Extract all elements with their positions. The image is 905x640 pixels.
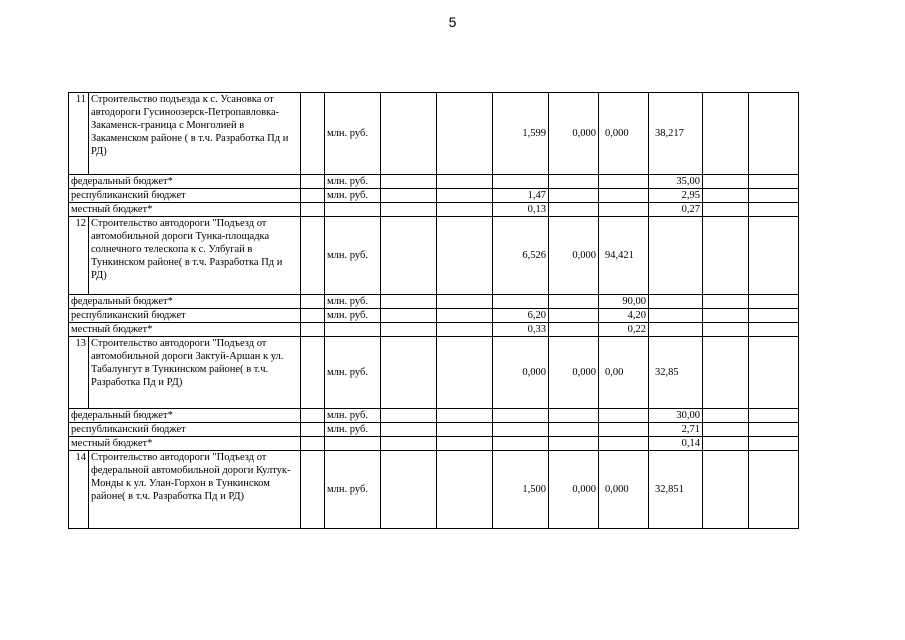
blank-cell bbox=[381, 423, 437, 437]
blank-cell bbox=[703, 437, 749, 451]
table-row-budget bbox=[69, 189, 799, 203]
value-cell: 6,20 bbox=[493, 309, 549, 323]
value-cell bbox=[599, 189, 649, 203]
blank-cell bbox=[381, 309, 437, 323]
blank-cell bbox=[703, 409, 749, 423]
budget-source: республиканский бюджет bbox=[69, 423, 301, 437]
blank-cell bbox=[437, 423, 493, 437]
blank-cell bbox=[381, 217, 437, 295]
blank-cell bbox=[437, 409, 493, 423]
blank-cell bbox=[703, 295, 749, 309]
value-cell bbox=[599, 437, 649, 451]
blank-cell bbox=[749, 423, 799, 437]
table-row-budget bbox=[69, 309, 799, 323]
blank-cell bbox=[437, 295, 493, 309]
value-cell bbox=[549, 295, 599, 309]
value-cell: 2,95 bbox=[649, 189, 703, 203]
blank-cell bbox=[437, 175, 493, 189]
blank-cell bbox=[301, 175, 325, 189]
blank-cell bbox=[437, 309, 493, 323]
blank-cell bbox=[749, 175, 799, 189]
value-cell: 0,13 bbox=[493, 203, 549, 217]
blank-cell bbox=[301, 295, 325, 309]
value-cell: 35,00 bbox=[649, 175, 703, 189]
blank-cell bbox=[749, 409, 799, 423]
value-cell: 0,27 bbox=[649, 203, 703, 217]
value-cell: 1,47 bbox=[493, 189, 549, 203]
value-cell bbox=[599, 175, 649, 189]
blank-cell bbox=[381, 93, 437, 175]
blank-cell bbox=[381, 409, 437, 423]
unit-cell: млн. руб. bbox=[325, 409, 381, 423]
value-cell: 4,20 bbox=[599, 309, 649, 323]
budget-table bbox=[68, 92, 799, 529]
table-row-budget bbox=[69, 203, 799, 217]
blank-cell bbox=[301, 323, 325, 337]
unit-cell bbox=[325, 203, 381, 217]
blank-cell bbox=[703, 189, 749, 203]
value-cell: 32,85 bbox=[649, 337, 703, 409]
row-index: 14 bbox=[69, 451, 89, 529]
blank-cell bbox=[749, 189, 799, 203]
blank-cell bbox=[437, 437, 493, 451]
value-cell bbox=[549, 203, 599, 217]
budget-source: федеральный бюджет* bbox=[69, 409, 301, 423]
value-cell: 2,71 bbox=[649, 423, 703, 437]
blank-cell bbox=[381, 437, 437, 451]
row-index: 11 bbox=[69, 93, 89, 175]
value-cell: 30,00 bbox=[649, 409, 703, 423]
unit-cell: млн. руб. bbox=[325, 337, 381, 409]
value-cell: 0,000 bbox=[493, 337, 549, 409]
blank-cell bbox=[703, 323, 749, 337]
blank-cell bbox=[749, 309, 799, 323]
value-cell: 0,000 bbox=[599, 451, 649, 529]
value-cell: 0,000 bbox=[549, 93, 599, 175]
blank-cell bbox=[381, 295, 437, 309]
value-cell bbox=[599, 423, 649, 437]
unit-cell: млн. руб. bbox=[325, 189, 381, 203]
blank-cell bbox=[437, 203, 493, 217]
value-cell: 38,217 bbox=[649, 93, 703, 175]
value-cell bbox=[549, 175, 599, 189]
table-row-item bbox=[69, 217, 799, 295]
budget-source: федеральный бюджет* bbox=[69, 175, 301, 189]
budget-source: местный бюджет* bbox=[69, 437, 301, 451]
budget-source: республиканский бюджет bbox=[69, 309, 301, 323]
blank-cell bbox=[437, 189, 493, 203]
row-description: Строительство автодороги "Подъезд от федеральной автомобильной дороги Култук-Монды к ул. Улан-Горхон в Тункинском районе( в т.ч. Разработка Пд и РД) bbox=[89, 451, 301, 529]
blank-cell bbox=[703, 451, 749, 529]
value-cell bbox=[493, 409, 549, 423]
value-cell bbox=[649, 323, 703, 337]
blank-cell bbox=[749, 93, 799, 175]
blank-cell bbox=[301, 409, 325, 423]
blank-cell bbox=[381, 203, 437, 217]
blank-cell bbox=[703, 203, 749, 217]
budget-source: местный бюджет* bbox=[69, 323, 301, 337]
blank-cell bbox=[749, 451, 799, 529]
blank-cell bbox=[301, 451, 325, 529]
blank-cell bbox=[301, 423, 325, 437]
budget-source: местный бюджет* bbox=[69, 203, 301, 217]
blank-cell bbox=[301, 309, 325, 323]
blank-cell bbox=[703, 217, 749, 295]
value-cell bbox=[649, 309, 703, 323]
blank-cell bbox=[749, 203, 799, 217]
value-cell bbox=[649, 295, 703, 309]
table-row-item bbox=[69, 93, 799, 175]
value-cell: 0,22 bbox=[599, 323, 649, 337]
value-cell bbox=[649, 217, 703, 295]
blank-cell bbox=[301, 337, 325, 409]
table-row-budget bbox=[69, 423, 799, 437]
budget-source: федеральный бюджет* bbox=[69, 295, 301, 309]
unit-cell: млн. руб. bbox=[325, 451, 381, 529]
blank-cell bbox=[749, 295, 799, 309]
value-cell: 32,851 bbox=[649, 451, 703, 529]
unit-cell: млн. руб. bbox=[325, 175, 381, 189]
blank-cell bbox=[437, 217, 493, 295]
value-cell bbox=[549, 323, 599, 337]
value-cell bbox=[493, 175, 549, 189]
unit-cell: млн. руб. bbox=[325, 217, 381, 295]
blank-cell bbox=[381, 323, 437, 337]
table-row-item bbox=[69, 337, 799, 409]
value-cell: 0,33 bbox=[493, 323, 549, 337]
value-cell: 1,500 bbox=[493, 451, 549, 529]
value-cell: 94,421 bbox=[599, 217, 649, 295]
value-cell bbox=[493, 423, 549, 437]
row-index: 12 bbox=[69, 217, 89, 295]
table-row-item bbox=[69, 451, 799, 529]
blank-cell bbox=[381, 189, 437, 203]
value-cell bbox=[549, 189, 599, 203]
blank-cell bbox=[749, 217, 799, 295]
unit-cell: млн. руб. bbox=[325, 93, 381, 175]
value-cell bbox=[549, 423, 599, 437]
table-row-budget bbox=[69, 295, 799, 309]
row-description: Строительство автодороги "Подъезд от автомобильной дороги Тунка-площадка солнечного телескопа к с. Улбугай в Тункинском районе( в т.ч. Разработка Пд и РД) bbox=[89, 217, 301, 295]
blank-cell bbox=[437, 451, 493, 529]
value-cell: 6,526 bbox=[493, 217, 549, 295]
blank-cell bbox=[437, 323, 493, 337]
value-cell: 0,000 bbox=[599, 93, 649, 175]
value-cell: 0,00 bbox=[599, 337, 649, 409]
row-description: Строительство автодороги "Подъезд от автомобильной дороги Зактуй-Аршан к ул. Табалунгут в Тункинском районе( в т.ч. Разработка Пд и РД) bbox=[89, 337, 301, 409]
value-cell bbox=[549, 437, 599, 451]
blank-cell bbox=[437, 337, 493, 409]
unit-cell bbox=[325, 437, 381, 451]
table-body bbox=[69, 93, 799, 529]
value-cell bbox=[549, 409, 599, 423]
page-number: 5 bbox=[448, 14, 457, 30]
blank-cell bbox=[301, 189, 325, 203]
blank-cell bbox=[381, 337, 437, 409]
unit-cell: млн. руб. bbox=[325, 309, 381, 323]
value-cell: 1,599 bbox=[493, 93, 549, 175]
value-cell bbox=[599, 203, 649, 217]
blank-cell bbox=[301, 217, 325, 295]
table-row-budget bbox=[69, 323, 799, 337]
blank-cell bbox=[703, 423, 749, 437]
blank-cell bbox=[381, 175, 437, 189]
blank-cell bbox=[301, 203, 325, 217]
value-cell: 0,000 bbox=[549, 337, 599, 409]
blank-cell bbox=[301, 93, 325, 175]
unit-cell: млн. руб. bbox=[325, 295, 381, 309]
row-description: Строительство подъезда к с. Усановка от автодороги Гусиноозерск-Петропавловка-Закаменск-граница с Монголией в Закаменском районе ( в т.ч. Разработка Пд и РД) bbox=[89, 93, 301, 175]
blank-cell bbox=[749, 323, 799, 337]
budget-source: республиканский бюджет bbox=[69, 189, 301, 203]
value-cell: 0,000 bbox=[549, 451, 599, 529]
value-cell bbox=[493, 295, 549, 309]
unit-cell bbox=[325, 323, 381, 337]
row-index: 13 bbox=[69, 337, 89, 409]
table-row-budget bbox=[69, 175, 799, 189]
blank-cell bbox=[703, 175, 749, 189]
value-cell: 90,00 bbox=[599, 295, 649, 309]
value-cell bbox=[493, 437, 549, 451]
value-cell bbox=[599, 409, 649, 423]
blank-cell bbox=[703, 93, 749, 175]
blank-cell bbox=[703, 309, 749, 323]
blank-cell bbox=[437, 93, 493, 175]
value-cell: 0,000 bbox=[549, 217, 599, 295]
blank-cell bbox=[749, 437, 799, 451]
value-cell: 0,14 bbox=[649, 437, 703, 451]
blank-cell bbox=[703, 337, 749, 409]
blank-cell bbox=[381, 451, 437, 529]
table-row-budget bbox=[69, 437, 799, 451]
unit-cell: млн. руб. bbox=[325, 423, 381, 437]
table-row-budget bbox=[69, 409, 799, 423]
value-cell bbox=[549, 309, 599, 323]
blank-cell bbox=[301, 437, 325, 451]
blank-cell bbox=[749, 337, 799, 409]
